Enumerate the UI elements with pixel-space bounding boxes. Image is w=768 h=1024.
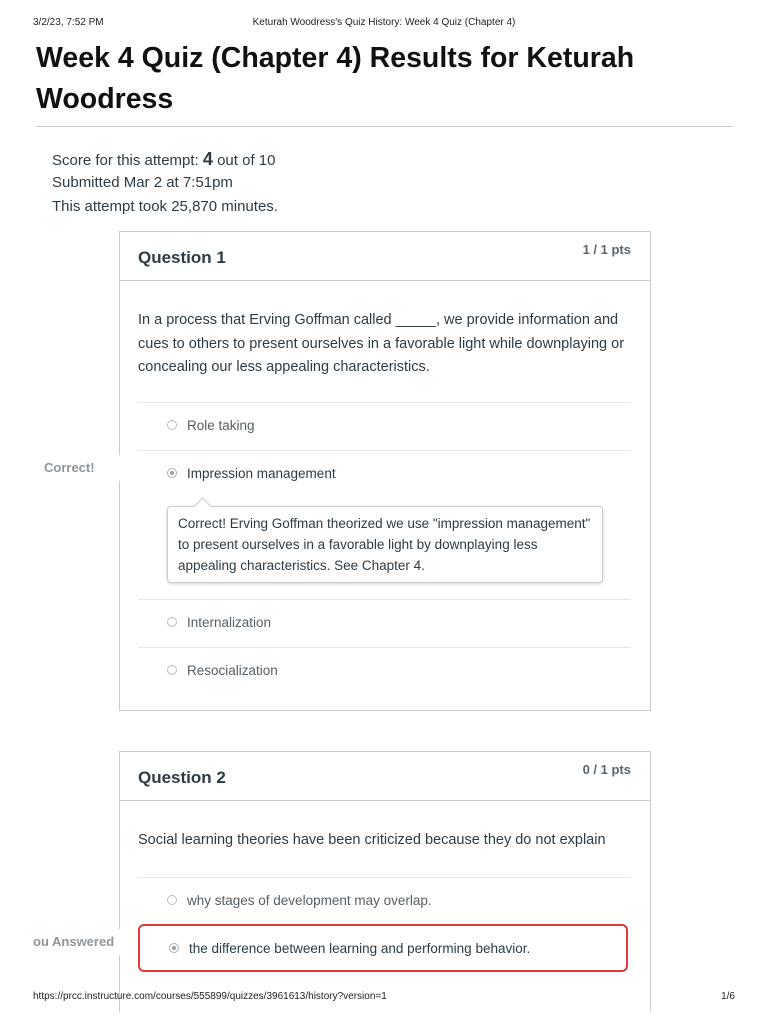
radio-selected-icon[interactable]	[167, 468, 177, 478]
radio-unselected-icon[interactable]	[167, 895, 177, 905]
score-value: 4	[202, 149, 213, 169]
score-line	[52, 147, 278, 171]
duration-line: This attempt took 25,870 minutes.	[52, 198, 278, 215]
question-points: 1 / 1 pts	[582, 242, 631, 257]
question-text: Social learning theories have been criticized because they do not explain	[138, 832, 606, 848]
page-title: Week 4 Quiz (Chapter 4) Results for Keturah Woodress	[36, 42, 635, 115]
answer-label: Internalization	[187, 615, 272, 630]
score-suffix: out of 10	[212, 152, 276, 169]
print-page-number: 1/6	[721, 991, 735, 1002]
answer-feedback-comment: Correct! Erving Goffman theorized we use "impression management" to present ourselves in a favorable light by downplaying less appealing characteristics. See Chapter 4.	[167, 506, 603, 583]
submitted-line: Submitted Mar 2 at 7:51pm	[52, 174, 233, 191]
answer-label: Impression management	[187, 466, 336, 481]
answer-label: why stages of development may overlap.	[187, 893, 432, 908]
print-document-title: Keturah Woodress's Quiz History: Week 4 Quiz (Chapter 4)	[252, 17, 516, 28]
answer-list	[138, 402, 631, 695]
question-points: 0 / 1 pts	[582, 762, 631, 777]
question-name: Question 2	[138, 768, 226, 787]
attempt-summary	[52, 147, 278, 219]
incorrect-answer-highlight	[138, 924, 628, 972]
question-header	[120, 232, 650, 281]
radio-unselected-icon[interactable]	[167, 420, 177, 430]
question-2	[119, 751, 651, 1012]
score-prefix: Score for this attempt:	[52, 152, 203, 169]
print-url: https://prcc.instructure.com/courses/555899/quizzes/3961613/history?version=1	[33, 991, 387, 1002]
print-header	[0, 17, 768, 31]
answer-label: Role taking	[187, 418, 255, 433]
answer-label: the difference between learning and performing behavior.	[189, 941, 531, 956]
answer-option-selected[interactable]	[138, 450, 631, 498]
answer-option[interactable]	[138, 877, 631, 925]
question-header	[120, 752, 650, 801]
answer-label: Resocialization	[187, 663, 278, 678]
answer-option[interactable]	[138, 647, 631, 695]
question-text: In a process that Erving Goffman called _____, we provide information and cues to others to present ourselves in a favorable light while downplaying or concealing our less appealing characteristics.	[138, 312, 625, 375]
answer-option[interactable]	[138, 402, 631, 450]
print-footer	[0, 991, 768, 1005]
title-divider	[36, 126, 733, 127]
answer-option[interactable]	[138, 599, 631, 647]
correct-flag: Correct!	[36, 455, 122, 481]
you-answered-flag: ou Answered	[33, 929, 121, 955]
question-1	[119, 231, 651, 711]
radio-unselected-icon[interactable]	[167, 617, 177, 627]
question-name: Question 1	[138, 248, 226, 267]
radio-unselected-icon[interactable]	[167, 665, 177, 675]
print-date: 3/2/23, 7:52 PM	[33, 17, 104, 28]
